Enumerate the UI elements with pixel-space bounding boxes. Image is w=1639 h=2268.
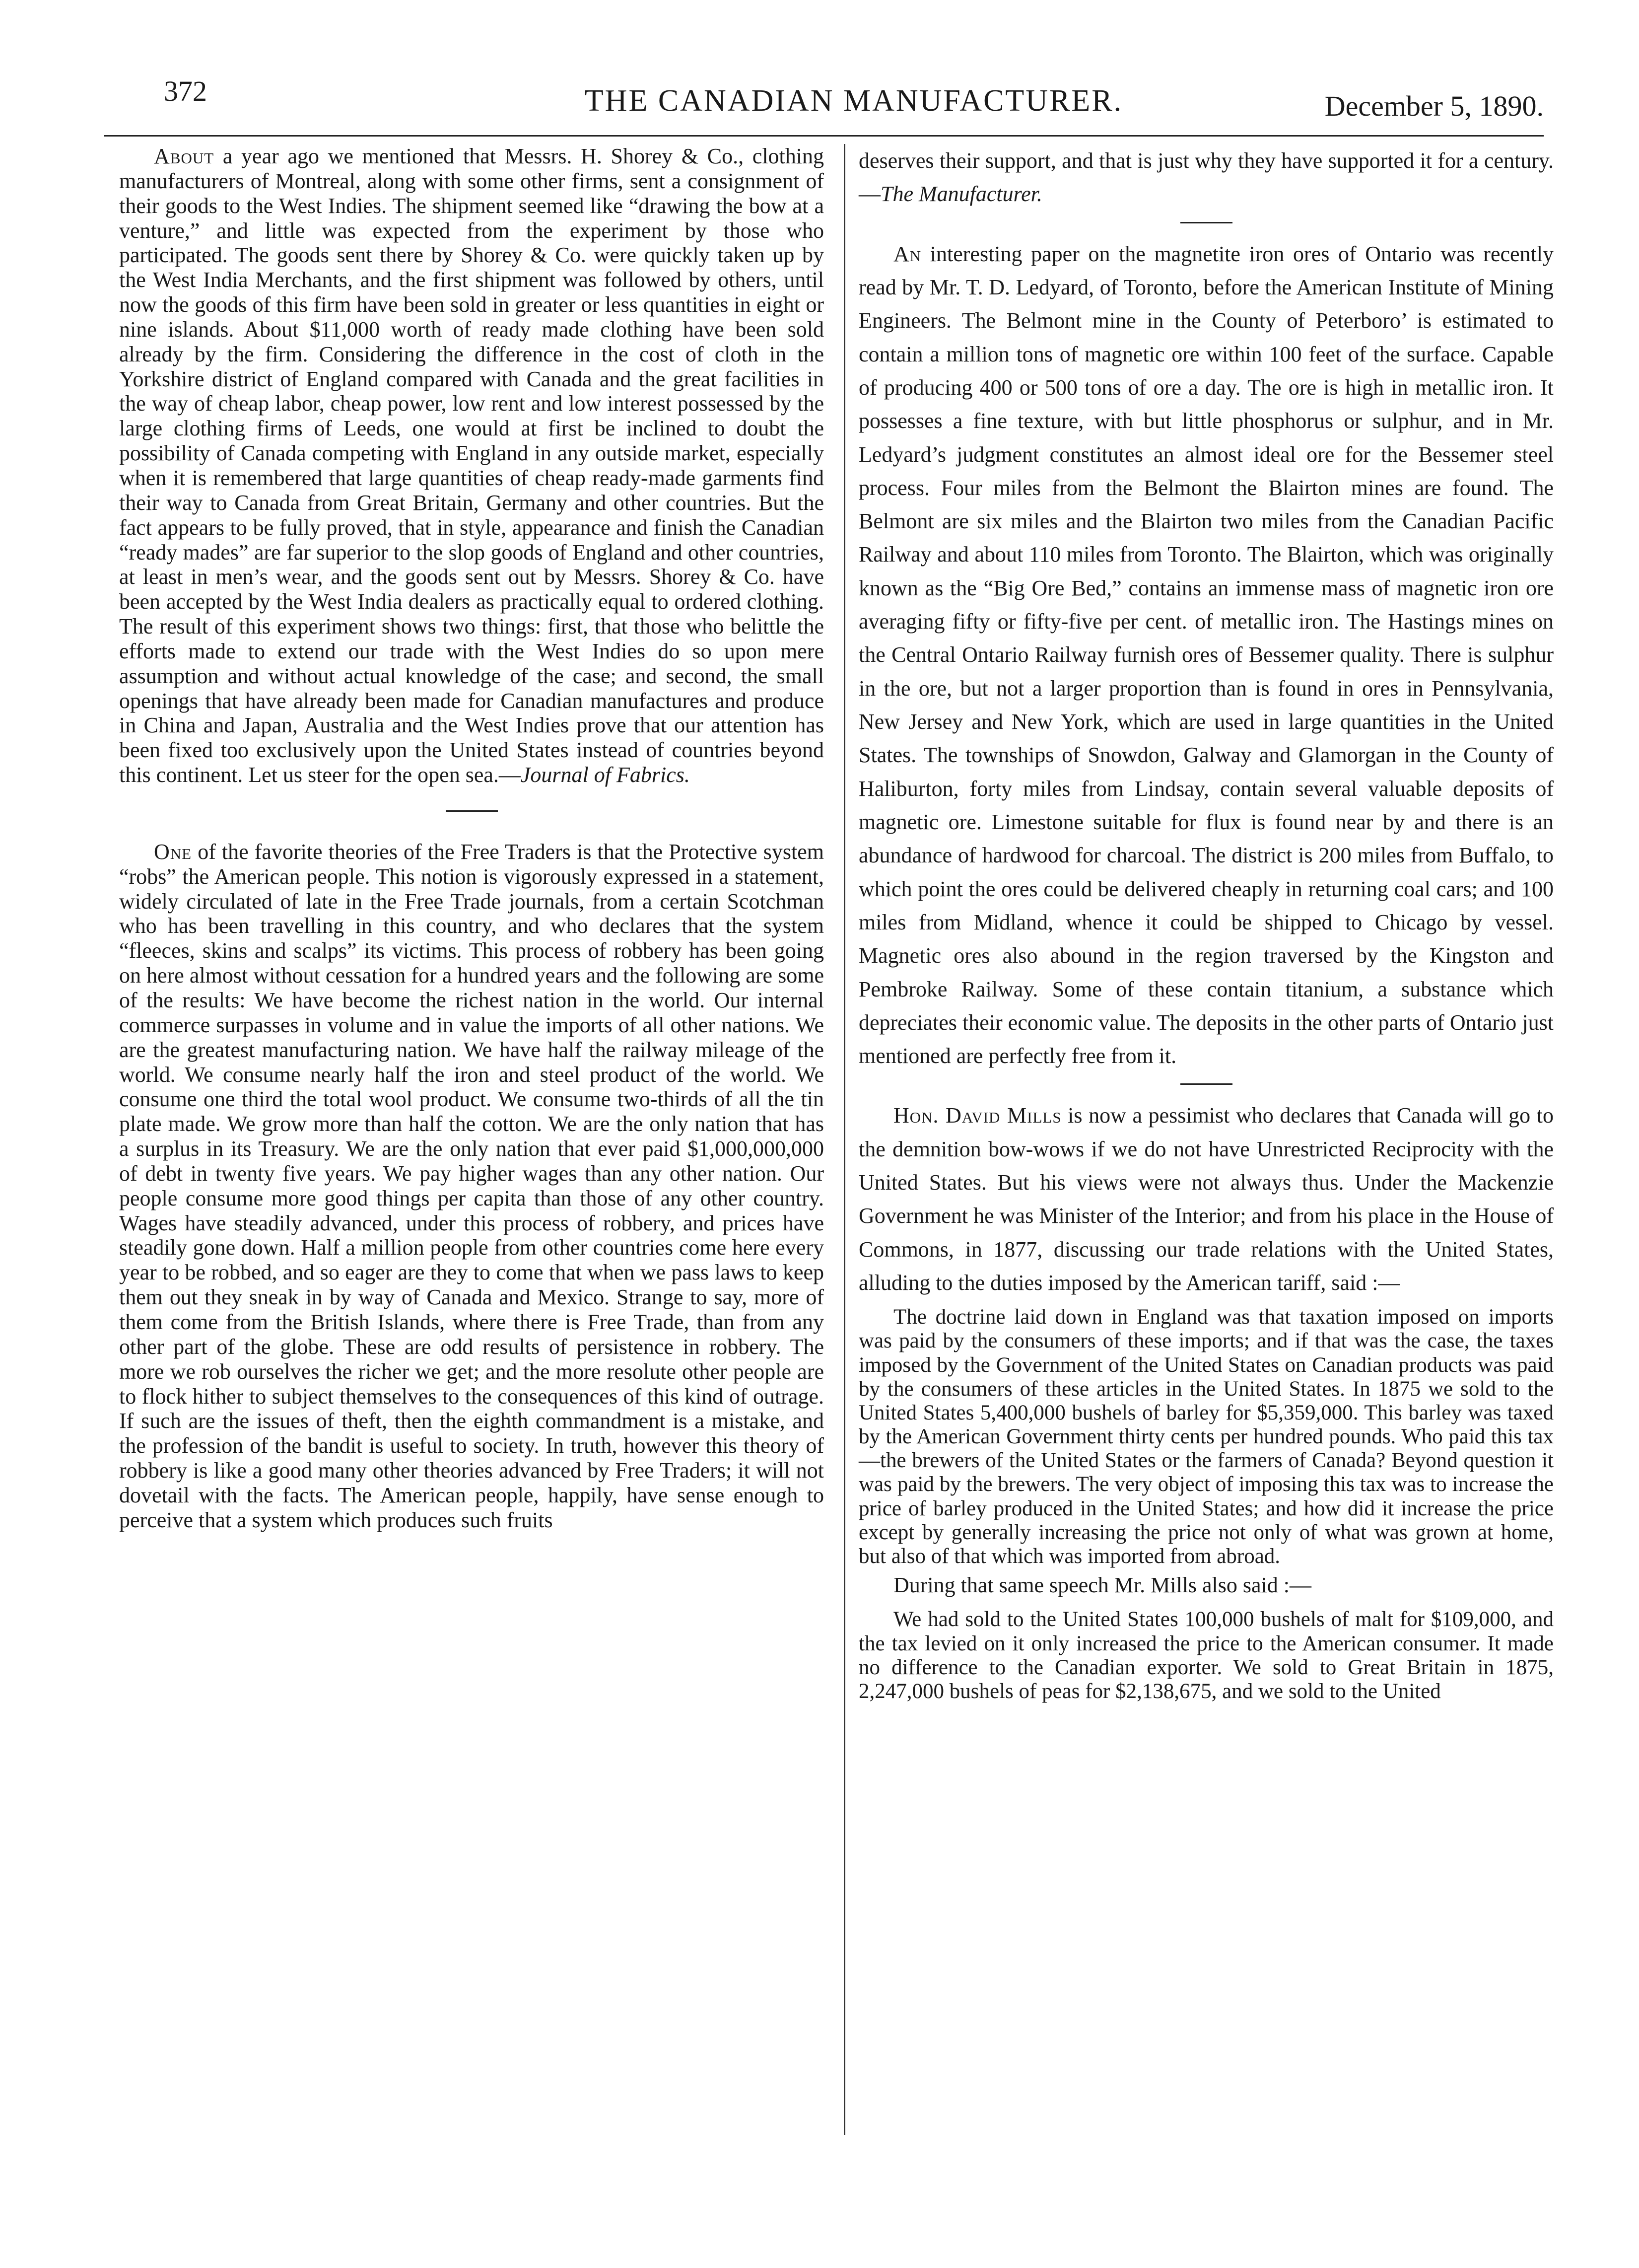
article-lead-word: One [154, 839, 192, 864]
article-continuation [859, 144, 1554, 211]
quoted-speech-malt: We had sold to the United States 100,000 bushels of malt for $109,000, and the tax levied on it only increased the price to the American consumer. It made no difference to the Canadian exporter. We sold to Great Britain in 1875, 2,247,000 bushels of peas for $2,138,675, and we sold to the United [859, 1608, 1554, 1703]
article-lead-word: Hon. David Mills [893, 1103, 1062, 1128]
article-free-trade-theories [119, 840, 824, 1533]
article-lead-word: About [154, 144, 214, 168]
article-body: is now a pessimist who declares that Canada will go to the demnition bow-wows if we do not have Unrestricted Reciprocity with the United States. But his views were not always thus. Under the Mackenzie Government he was Minister of the Interior; and from his place in the House of Commons, in 1877, discussing our trade relations with the United States, alluding to the duties imposed by the American tariff, said :— [859, 1103, 1554, 1295]
speech-interlude: During that same speech Mr. Mills also said :— [893, 1573, 1311, 1598]
issue-date: December 5, 1890. [1324, 90, 1544, 122]
article-body: a year ago we mentioned that Messrs. H. Shorey & Co., clothing manufacturers of Montreal, along with some other firms, sent a consignment of their goods to the West Indies. The shipment seemed like “drawing the bow at a venture,” and little was expected from the experiment by those who participated. The goods sent there by Shorey & Co. were quickly taken up by the West India Merchants, and the first shipment was followed by others, until now the goods of this firm have been sold in greater or less quantities in eight or nine islands. About $11,000 worth of ready made clothing have been sold already by the firm. Considering the difference in the cost of cloth in the Yorkshire district of England compared with Canada and the great facilities in the way of cheap labor, cheap power, low rent and low interest possessed by the large clothing firms of Leeds, one would at first be inclined to doubt the possibility of Canada competing with England in any outside market, especially when it is remembered that large quantities of cheap ready-made garments find their way to Canada from Great Britain, Germany and other countries. But the fact appears to be fully proved, that in style, appearance and finish the Canadian “ready mades” are far superior to the slop goods of England and other countries, at least in men’s wear, and the goods sent out by Messrs. Shorey & Co. have been accepted by the West India dealers as practically equal to ordered clothing. The result of this experiment shows two things: first, that those who belittle the efforts made to extend our trade with the West Indies do so upon mere assumption and without actual knowledge of the case; and second, the small openings that have already been made for Canadian manufactures and produce in China and Japan, Australia and the West Indies prove that our attention has been fixed too exclusively upon the United States instead of countries beyond this continent. Let us steer for the open sea.— [119, 144, 824, 787]
quoted-speech-barley: The doctrine laid down in England was that taxation imposed on imports was paid by the consumers of these imports; and if that was the case, the taxes imposed by the Government of the United States on Canadian products was paid by the consumers of these articles in the United States. In 1875 we sold to the United States 5,400,000 bushels of barley for $5,359,000. This barley was taxed by the American Government thirty cents per hundred pounds. Who paid this tax—the brewers of the United States or the farmers of Canada? Beyond question it was paid by the brewers. The very object of imposing this tax was to increase the price of barley produced in the United States; and how did it increase the price except by generally increasing the price not only of what was grown at home, but also of that which was imported from abroad. [859, 1305, 1554, 1568]
article-lead-word: An [893, 241, 922, 266]
article-source: The Manufacturer. [881, 182, 1042, 207]
page-number: 372 [164, 75, 207, 107]
article-source: Journal of Fabrics. [520, 763, 690, 787]
article-separator [1180, 1083, 1232, 1085]
left-column [119, 144, 824, 1533]
right-column [859, 144, 1554, 1703]
publication-title: THE CANADIAN MANUFACTURER. [584, 84, 1123, 118]
page-header [164, 74, 1544, 139]
article-david-mills [859, 1099, 1554, 1299]
article-shorey-clothing [119, 144, 824, 787]
header-rule [104, 135, 1544, 137]
article-magnetite-ores [859, 237, 1554, 1073]
article-body: interesting paper on the magnetite iron ores of Ontario was recently read by Mr. T. D. Ledyard, of Toronto, before the American Institute of Mining Engineers. The Belmont mine in the County of Peterboro’ is estimated to contain a million tons of magnetic ore within 100 feet of the surface. Capable of producing 400 or 500 tons of ore a day. The ore is high in metallic iron. It possesses a fine texture, with but little phosphorus or sulphur, and in Mr. Ledyard’s judgment constitutes an almost ideal ore for the Bessemer steel process. Four miles from the Belmont the Blairton mines are found. The Belmont are six miles and the Blairton two miles from the Canadian Pacific Railway and about 110 miles from Toronto. The Blairton, which was originally known as the “Big Ore Bed,” contains an immense mass of magnetic iron ore averaging fifty or fifty-five per cent. of metallic iron. The Hastings mines on the Central Ontario Railway furnish ores of Bessemer quality. There is sulphur in the ore, but not a larger proportion than is found in ores in Pennsylvania, New Jersey and New York, which are used in large quantities in the United States. The townships of Snowdon, Galway and Glamorgan in the County of Haliburton, forty miles from Lindsay, contain several valuable deposits of magnetic ore. Limestone suitable for flux is found near by and there is an abundance of hardwood for charcoal. The district is 200 miles from Buffalo, to which point the ores could be delivered cheaply in returning coal cars; and 100 miles from Midland, whence it could be shipped to Chicago by vessel. Magnetic ores also abound in the region traversed by the Kingston and Pembroke Railway. Some of these contain titanium, a substance which depreciates their economic value. The deposits in the other parts of Ontario just mentioned are perfectly free from it. [859, 241, 1554, 1068]
continuation-body: deserves their support, and that is just why they have supported it for a century.— [859, 148, 1554, 207]
article-body: of the favorite theories of the Free Traders is that the Protective system “robs” the American people. This notion is vigorously expressed in a statement, widely circulated of late in the Free Trade journals, from a certain Scotchman who has been travelling in this country, and who declares that the system “fleeces, skins and scalps” its victims. This process of robbery has been going on here almost without cessation for a hundred years and the following are some of the results: We have become the richest nation in the world. Our internal commerce surpasses in volume and in value the imports of all other nations. We are the greatest manufacturing nation. We have half the railway mileage of the world. We consume nearly half the iron and steel product of the world. We consume one third the total wool product. We consume two-thirds of all the tin plate made. We grow more than half the cotton. We are the only nation that has a surplus in its Treasury. We are the only nation that ever paid $1,000,000,000 of debt in twenty five years. We pay higher wages than any other nation. Our people consume more good things per capita than those of any other country. Wages have steadily advanced, under this process of robbery, and prices have steadily gone down. Half a million people from other countries come here every year to be robbed, and so eager are they to come that when we pass laws to keep them out they sneak in by way of Canada and Mexico. Strange to say, more of them come from the British Islands, where there is Free Trade, than from any other part of the globe. These are odd results of persistence in robbery. The more we rob ourselves the richer we get; and the more resolute other people are to flock hither to subject themselves to the consequences of this kind of outrage. If such are the issues of theft, then the eighth commandment is a mistake, and the profession of the bandit is useful to society. In truth, however this theory of robbery is like a good many other theories advanced by Free Traders; it will not dovetail with the facts. The American people, happily, have sense enough to perceive that a system which produces such fruits [119, 839, 824, 1532]
column-divider [844, 144, 845, 2135]
article-separator [446, 810, 498, 812]
article-separator [1180, 222, 1232, 223]
